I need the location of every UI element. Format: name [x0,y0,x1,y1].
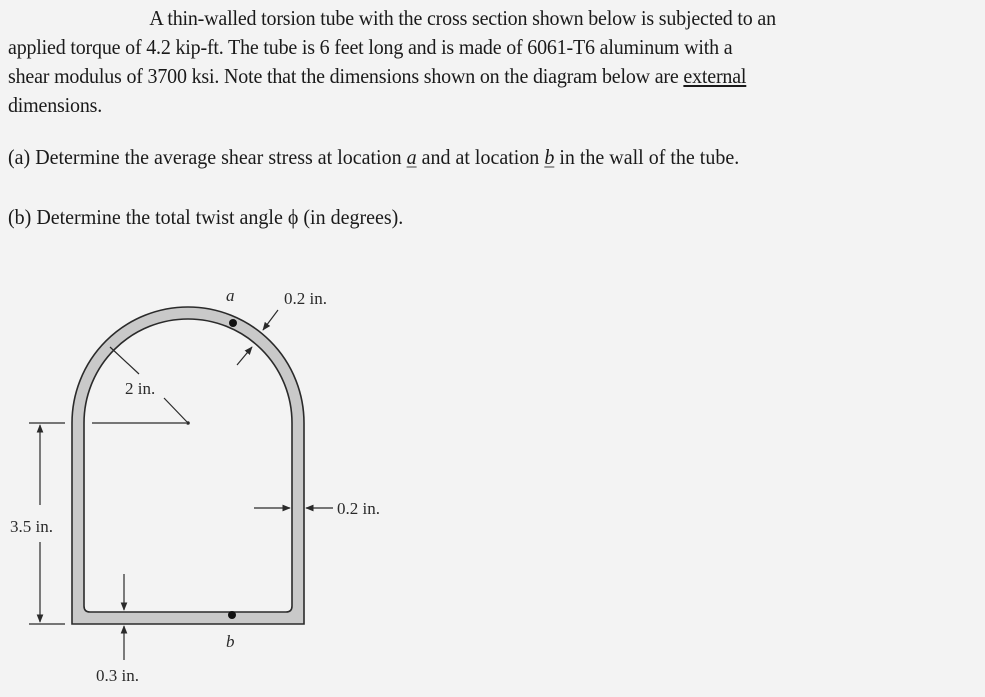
cross-section-diagram [0,270,420,697]
point-b-marker [228,611,236,619]
question-a [8,145,739,170]
top-thickness-arrow-inner [237,347,252,365]
question-a-mid: and at location [416,145,545,169]
intro-line-2: applied torque of 4.2 kip-ft. The tube is 6 feet long and is made of 6061-T6 aluminum with a [8,35,733,59]
question-b: (b) Determine the total twist angle ϕ (in degrees). [8,205,404,229]
height-label: 3.5 in. [10,517,53,536]
point-a-marker [229,319,237,327]
radius-line-lower [164,398,188,423]
top-thickness-label: 0.2 in. [284,289,327,308]
label-b: b [226,632,235,651]
problem-statement [8,4,901,120]
side-thickness-label: 0.2 in. [337,499,380,518]
radius-line-upper [110,347,139,374]
intro-line-1: A thin-walled torsion tube with the cross section shown below is subjected to an [149,6,776,30]
top-thickness-arrow-outer [263,310,278,330]
external-word: external [683,64,747,88]
label-a: a [226,286,235,305]
question-a-suffix: in the wall of the tube. [554,145,740,169]
bottom-thickness-label: 0.3 in. [96,666,139,685]
intro-line-3 [8,62,901,91]
radius-label: 2 in. [125,379,156,398]
tube-wall [72,307,304,624]
intro-line-4: dimensions. [8,93,103,117]
location-b-ref: b [544,145,555,169]
location-a-ref: a [406,145,417,169]
arc-center-dot [186,421,190,425]
intro-line-3-text: shear modulus of 3700 ksi. Note that the dimensions shown on the diagram below are [8,64,684,88]
question-a-prefix: (a) Determine the average shear stress at location [8,145,407,169]
